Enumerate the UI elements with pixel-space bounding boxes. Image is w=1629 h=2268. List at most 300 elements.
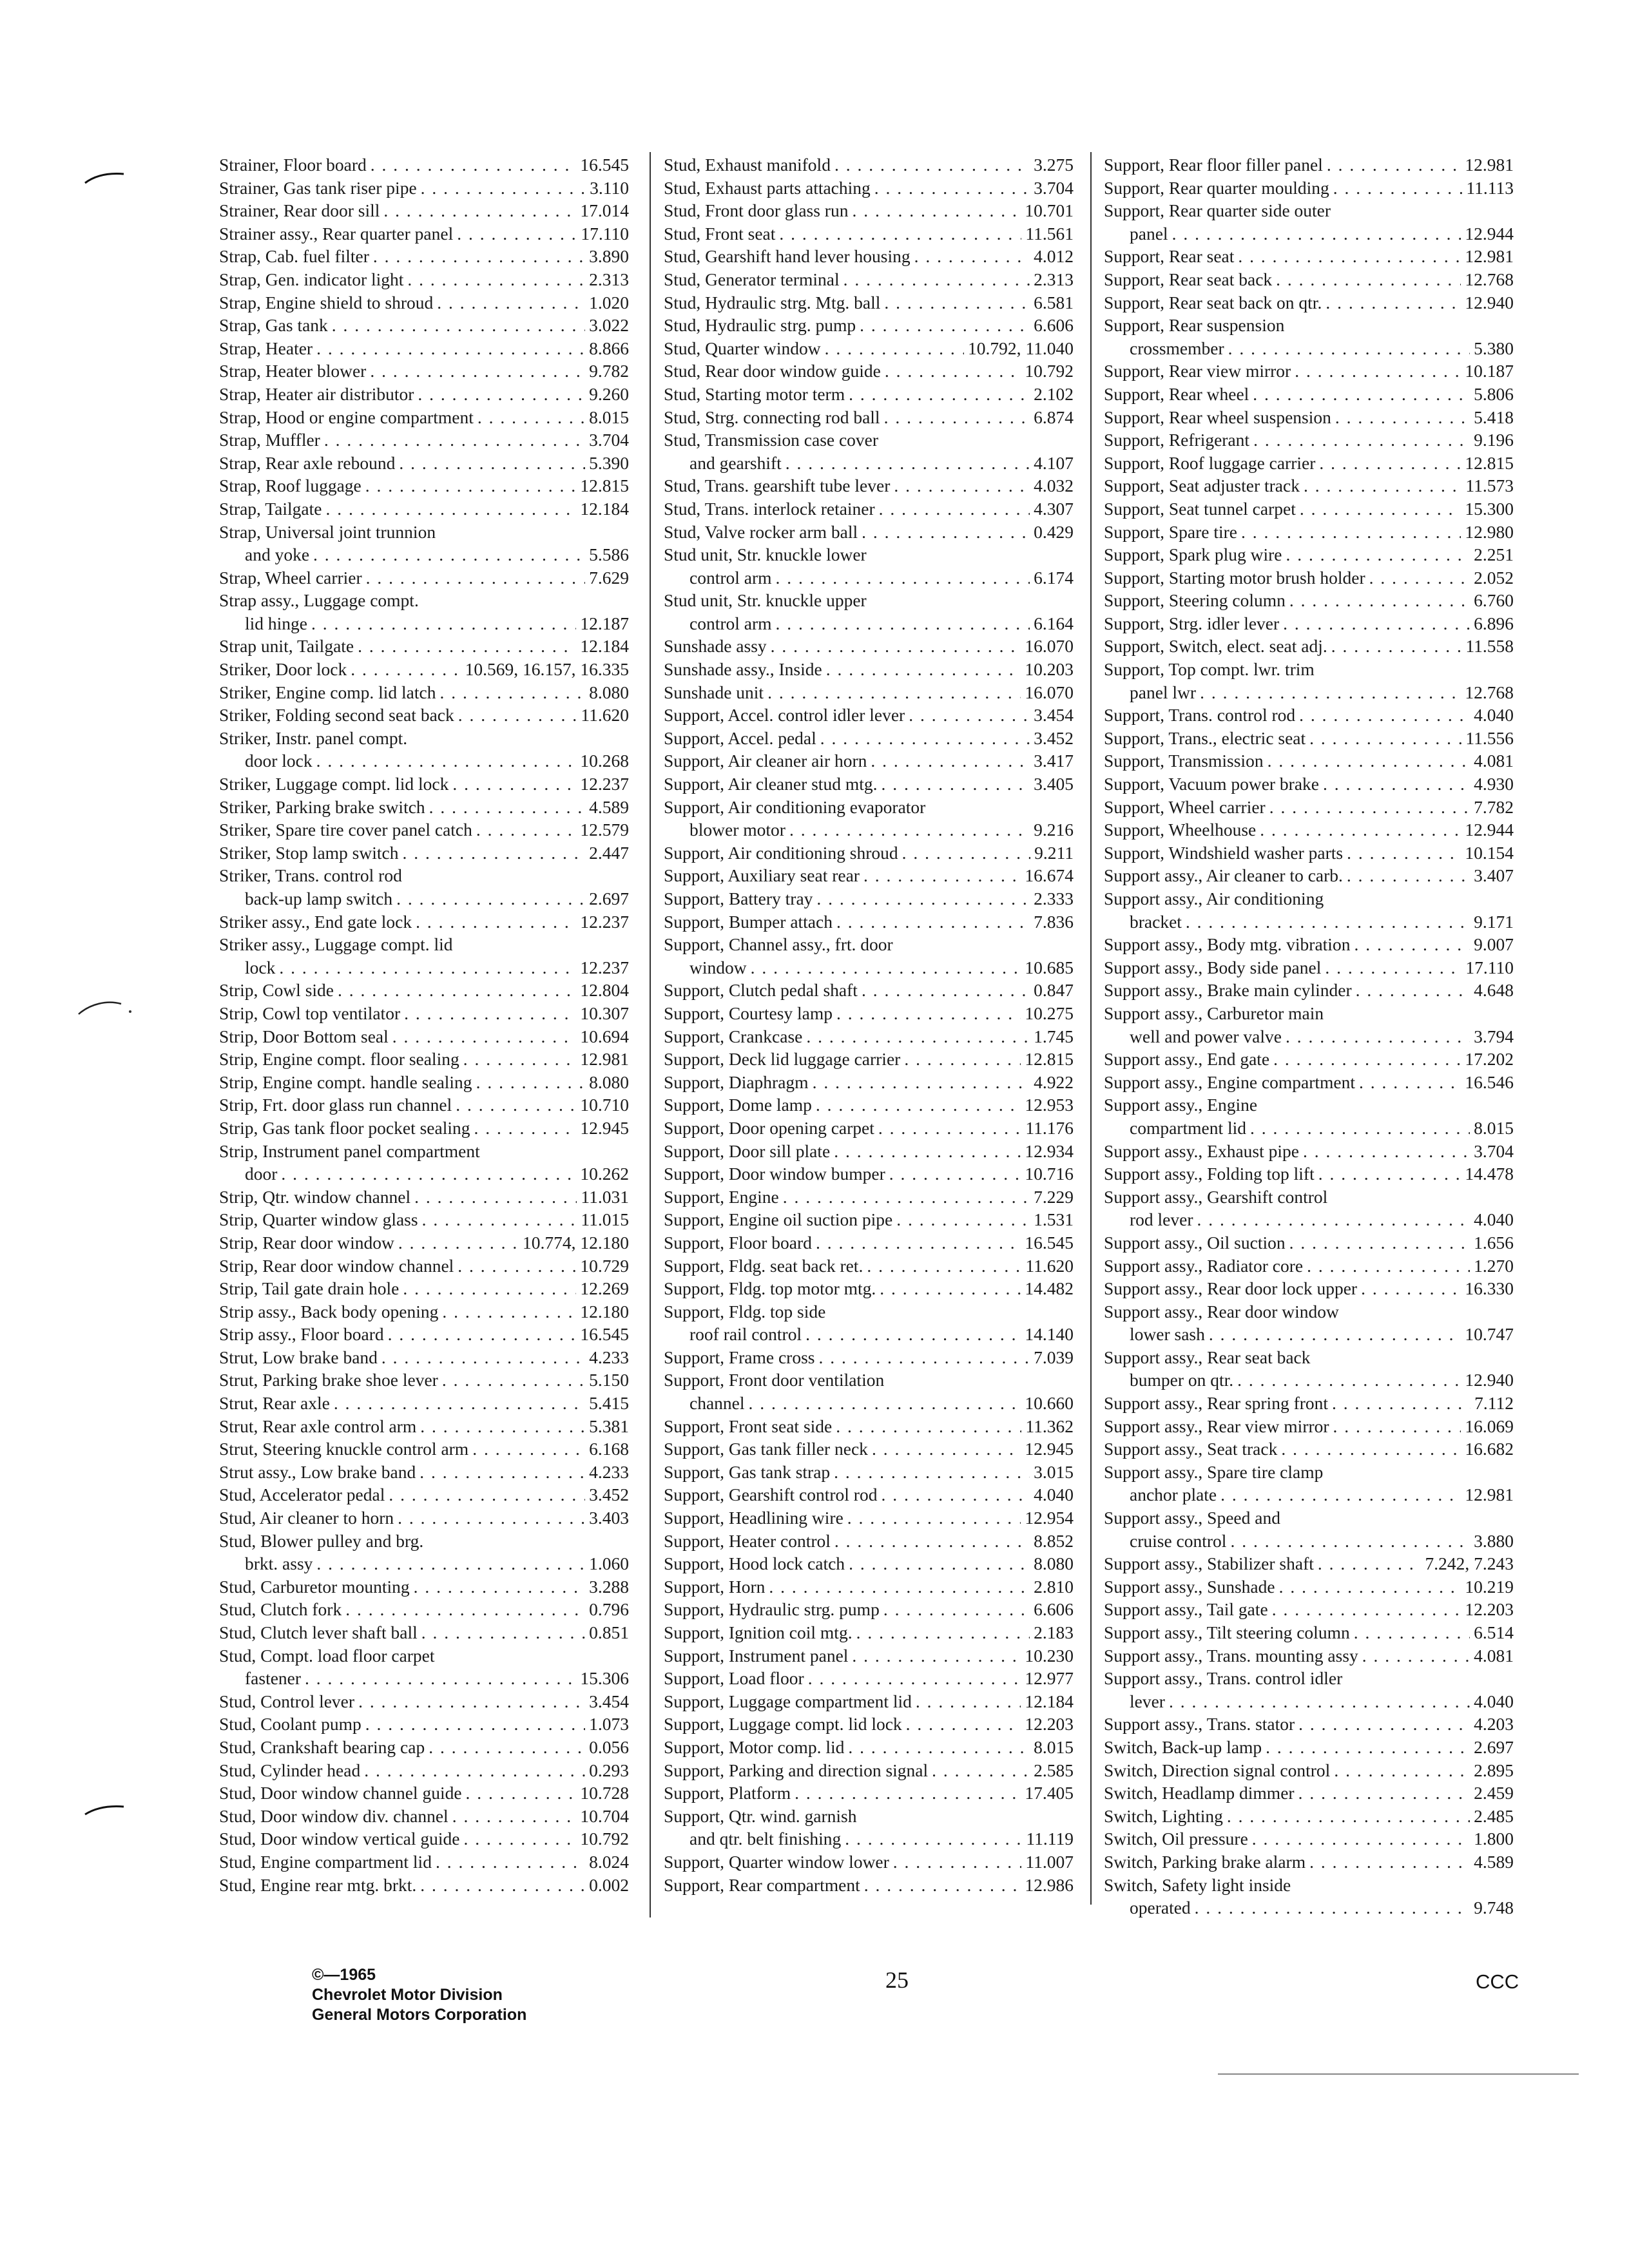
- entry-reference: 10.701: [1025, 200, 1074, 221]
- index-entry: [664, 1850, 1074, 1874]
- entry-reference: 16.545: [580, 1324, 629, 1345]
- index-entry: [219, 1690, 629, 1713]
- entry-name: Striker, Instr. panel compt.: [219, 727, 408, 748]
- entry-reference: 6.514: [1474, 1622, 1514, 1642]
- entry-name: panel: [1130, 223, 1168, 244]
- entry-reference: 9.782: [589, 361, 629, 381]
- entry-reference: 10.307: [580, 1003, 629, 1023]
- entry-name: lower sash: [1130, 1324, 1205, 1345]
- entry-reference: 3.704: [1474, 1140, 1514, 1161]
- index-entry: [1104, 383, 1514, 406]
- index-entry: [1104, 1415, 1514, 1438]
- dot-leader: [914, 245, 1030, 268]
- entry-reference: 8.015: [1474, 1117, 1514, 1138]
- index-entry: [1104, 1208, 1514, 1231]
- entry-reference: 1.270: [1474, 1255, 1514, 1276]
- index-entry: [219, 1575, 629, 1599]
- entry-reference: 17.014: [580, 200, 629, 221]
- entry-name: Support, Heater control: [664, 1530, 831, 1551]
- entry-reference: 3.417: [1034, 751, 1074, 771]
- dot-leader: [906, 1713, 1021, 1736]
- entry-name: control arm: [689, 613, 772, 633]
- dot-leader: [370, 360, 585, 383]
- index-entry: [664, 383, 1074, 406]
- entry-name: Support assy., Folding top lift: [1104, 1164, 1315, 1184]
- entry-name: channel: [689, 1393, 745, 1414]
- entry-name: Support, Battery tray: [664, 889, 813, 908]
- entry-name: Support, Frame cross: [664, 1347, 815, 1367]
- entry-reference: 1.745: [1034, 1026, 1074, 1046]
- dot-leader: [429, 1736, 585, 1759]
- index-entry: [664, 1254, 1074, 1278]
- dot-leader: [365, 474, 577, 497]
- dot-leader: [862, 521, 1030, 544]
- dot-leader: [316, 337, 585, 360]
- index-entry: [1104, 979, 1514, 1002]
- dot-leader: [867, 1254, 1021, 1278]
- entry-reference: 12.269: [580, 1278, 629, 1299]
- entry-reference: 5.586: [589, 544, 629, 565]
- copyright-block: [312, 1965, 526, 2025]
- dot-leader: [1354, 933, 1470, 956]
- index-entry: [1104, 956, 1514, 979]
- index-entry: [1104, 1048, 1514, 1071]
- dot-leader: [1209, 1323, 1461, 1346]
- dot-leader: [1269, 796, 1470, 819]
- index-entry: [664, 864, 1074, 887]
- dot-leader: [874, 177, 1030, 200]
- entry-name: Support, Auxiliary seat rear: [664, 865, 860, 886]
- entry-name: fastener: [245, 1668, 302, 1689]
- entry-name: Support assy., Speed and: [1104, 1508, 1280, 1528]
- dot-leader: [1197, 1208, 1470, 1231]
- entry-reference: 17.110: [581, 223, 629, 244]
- index-entry: [219, 199, 629, 222]
- entry-name: and gearshift: [689, 452, 782, 473]
- dot-leader: [805, 1323, 1021, 1346]
- index-entry: [219, 1140, 629, 1163]
- entry-name: Strip, Door Bottom seal: [219, 1026, 389, 1046]
- dot-leader: [1319, 452, 1461, 475]
- dot-leader: [1334, 1759, 1470, 1782]
- index-entry: [664, 1644, 1074, 1667]
- entry-name: Switch, Parking brake alarm: [1104, 1851, 1306, 1872]
- entry-reference: 15.306: [580, 1668, 629, 1689]
- entry-reference: 10.792: [1025, 361, 1074, 381]
- dot-leader: [751, 956, 1021, 979]
- index-entry: [1104, 1186, 1514, 1209]
- entry-reference: 12.187: [580, 613, 629, 633]
- entry-reference: 1.020: [589, 292, 629, 312]
- dot-leader: [1298, 1782, 1470, 1805]
- page-code: CCC: [1476, 1970, 1519, 1993]
- index-entry: [664, 268, 1074, 291]
- dot-leader: [1286, 543, 1470, 566]
- index-entry: [219, 1437, 629, 1461]
- index-entry: [219, 1759, 629, 1782]
- entry-reference: 2.447: [589, 842, 629, 863]
- entry-name: Sunshade assy., Inside: [664, 659, 822, 680]
- index-entry: [664, 887, 1074, 910]
- entry-reference: 12.944: [1465, 223, 1514, 244]
- entry-name: Support, Qtr. wind. garnish: [664, 1805, 857, 1826]
- entry-name: Support, Vacuum power brake: [1104, 774, 1320, 794]
- entry-reference: 2.052: [1474, 567, 1514, 588]
- index-entry: [1104, 177, 1514, 200]
- entry-reference: 12.954: [1025, 1508, 1074, 1528]
- entry-reference: 7.242, 7.243: [1425, 1553, 1514, 1574]
- entry-reference: 12.945: [1025, 1439, 1074, 1459]
- entry-name: blower motor: [689, 820, 786, 840]
- entry-name: Strap, Gas tank: [219, 315, 328, 336]
- entry-reference: 3.454: [1034, 705, 1074, 726]
- entry-name: Support, Windshield washer parts: [1104, 842, 1344, 863]
- entry-name: Support, Transmission: [1104, 751, 1264, 771]
- index-entry: [664, 428, 1074, 452]
- index-entry: [219, 1621, 629, 1644]
- entry-reference: 3.704: [589, 430, 629, 450]
- index-entry: [219, 1254, 629, 1278]
- dot-leader: [847, 1506, 1021, 1530]
- dot-leader: [852, 1644, 1021, 1667]
- entry-name: Support, Ignition coil mtg.: [664, 1622, 853, 1642]
- entry-name: Support, Rear seat back on qtr.: [1104, 292, 1322, 312]
- entry-name: Stud, Crankshaft bearing cap: [219, 1736, 425, 1757]
- entry-reference: 12.237: [580, 911, 629, 932]
- entry-reference: 10.716: [1025, 1164, 1074, 1184]
- index-entry: [219, 291, 629, 314]
- entry-reference: 2.333: [1034, 889, 1074, 908]
- index-entry: [219, 314, 629, 337]
- entry-reference: 3.880: [1474, 1530, 1514, 1551]
- index-entry: [1104, 1117, 1514, 1140]
- entry-reference: 4.589: [589, 796, 629, 817]
- entry-reference: 8.080: [589, 1072, 629, 1092]
- entry-reference: 14.478: [1465, 1164, 1514, 1184]
- dot-leader: [358, 635, 576, 658]
- entry-reference: 1.531: [1034, 1209, 1074, 1230]
- entry-reference: 12.579: [580, 820, 629, 840]
- index-entry: [664, 1827, 1074, 1850]
- dot-leader: [836, 1415, 1021, 1438]
- dot-leader: [1300, 497, 1461, 521]
- dot-leader: [404, 1002, 576, 1025]
- index-entry: [219, 956, 629, 979]
- index-entry: [1104, 1392, 1514, 1415]
- dot-leader: [881, 773, 1030, 796]
- entry-name: Strip, Engine compt. handle sealing: [219, 1072, 472, 1092]
- entry-name: Support, Headlining wire: [664, 1508, 843, 1528]
- index-entry: [664, 452, 1074, 475]
- entry-reference: 4.233: [589, 1347, 629, 1367]
- entry-reference: 6.606: [1034, 1599, 1074, 1620]
- entry-name: and yoke: [245, 544, 310, 565]
- index-entry: [219, 1392, 629, 1415]
- index-entry: [219, 841, 629, 865]
- dot-leader: [1272, 1598, 1461, 1621]
- dot-leader: [1230, 1530, 1470, 1553]
- dot-leader: [421, 1621, 585, 1644]
- dot-leader: [396, 887, 585, 910]
- dot-leader: [366, 566, 585, 590]
- index-entry: [664, 1575, 1074, 1599]
- index-entry: [664, 1621, 1074, 1644]
- entry-name: roof rail control: [689, 1324, 802, 1345]
- dot-leader: [389, 1483, 585, 1506]
- entry-name: Support assy., Air cleaner to carb.: [1104, 865, 1343, 886]
- entry-name: Stud, Cylinder head: [219, 1760, 361, 1780]
- entry-reference: 3.407: [1474, 865, 1514, 886]
- dot-leader: [421, 177, 586, 200]
- index-entry: [664, 337, 1074, 360]
- index-entry: [1104, 222, 1514, 245]
- entry-reference: 10.203: [1025, 659, 1074, 680]
- index-entry: [219, 1323, 629, 1346]
- dot-leader: [896, 1208, 1030, 1231]
- entry-name: Strip assy., Back body opening: [219, 1301, 439, 1321]
- dot-leader: [345, 1598, 585, 1621]
- dot-leader: [836, 910, 1030, 934]
- entry-reference: 3.454: [589, 1691, 629, 1711]
- entry-name: Striker, Folding second seat back: [219, 705, 454, 726]
- entry-name: Stud, Front seat: [664, 223, 776, 244]
- dot-leader: [420, 1874, 585, 1897]
- entry-name: Strap, Cab. fuel filter: [219, 246, 369, 267]
- index-entry: [664, 521, 1074, 544]
- entry-reference: 0.796: [589, 1599, 629, 1620]
- entry-name: control arm: [689, 567, 772, 588]
- entry-reference: 15.300: [1465, 498, 1514, 519]
- entry-name: Strainer, Floor board: [219, 155, 367, 175]
- entry-name: door: [245, 1164, 278, 1184]
- dot-leader: [863, 864, 1021, 887]
- entry-name: Stud unit, Str. knuckle upper: [664, 590, 867, 611]
- entry-name: Sunshade unit: [664, 682, 764, 702]
- entry-reference: 3.452: [589, 1485, 629, 1505]
- index-entry: [664, 314, 1074, 337]
- entry-name: Strainer, Rear door sill: [219, 200, 380, 221]
- index-entry: [1104, 1162, 1514, 1186]
- scan-mark: [76, 997, 134, 1023]
- dot-leader: [364, 1759, 585, 1782]
- index-entry: [219, 360, 629, 383]
- dot-leader: [1237, 1369, 1461, 1392]
- dot-leader: [1279, 1575, 1461, 1599]
- index-entry: [1104, 1483, 1514, 1506]
- entry-name: Stud, Engine compartment lid: [219, 1851, 432, 1872]
- entry-reference: 5.418: [1474, 407, 1514, 427]
- index-entry: [219, 1002, 629, 1025]
- index-entry: [664, 658, 1074, 681]
- entry-reference: 10.694: [580, 1026, 629, 1046]
- entry-name: Support assy., Engine: [1104, 1095, 1258, 1115]
- entry-reference: 10.685: [1025, 957, 1074, 977]
- dot-leader: [420, 1415, 585, 1438]
- entry-reference: 12.184: [580, 636, 629, 657]
- entry-name: Support assy., Spare tire clamp: [1104, 1461, 1324, 1482]
- dot-leader: [872, 1437, 1021, 1461]
- copyright-year: ©—1965: [312, 1966, 376, 1984]
- entry-reference: 16.070: [1025, 682, 1074, 702]
- entry-reference: 6.168: [589, 1439, 629, 1459]
- index-entry: [219, 1186, 629, 1209]
- dot-leader: [1241, 521, 1461, 544]
- index-entry: [219, 1644, 629, 1667]
- index-entry: [1104, 1093, 1514, 1117]
- entry-reference: 8.866: [589, 338, 629, 358]
- entry-reference: 4.032: [1034, 476, 1074, 496]
- dot-leader: [864, 1874, 1021, 1897]
- entry-name: Strip, Qtr. window channel: [219, 1186, 411, 1207]
- dot-leader: [407, 268, 585, 291]
- index-entry: [664, 1483, 1074, 1506]
- dot-leader: [1307, 1254, 1470, 1278]
- dot-leader: [806, 1025, 1030, 1048]
- entry-reference: 11.558: [1465, 636, 1514, 657]
- entry-name: Strip, Rear door window: [219, 1232, 394, 1253]
- index-entry: [664, 635, 1074, 658]
- entry-name: Support assy., Rear view mirror: [1104, 1416, 1329, 1436]
- index-entry: [1104, 818, 1514, 841]
- dot-leader: [1220, 1483, 1461, 1506]
- dot-leader: [1331, 635, 1462, 658]
- dot-leader: [1325, 291, 1461, 314]
- entry-name: Switch, Lighting: [1104, 1805, 1223, 1826]
- index-entry: [219, 566, 629, 590]
- dot-leader: [474, 1117, 577, 1140]
- entry-reference: 10.268: [580, 751, 629, 771]
- entry-name: Support assy., Trans. control idler: [1104, 1668, 1343, 1689]
- entry-reference: 10.219: [1465, 1576, 1514, 1597]
- entry-reference: 0.002: [589, 1874, 629, 1895]
- entry-name: Support, Rear seat back: [1104, 269, 1273, 289]
- dot-leader: [456, 1093, 576, 1117]
- entry-reference: 4.081: [1474, 1645, 1514, 1666]
- index-entry: [219, 1231, 629, 1254]
- entry-reference: 2.183: [1034, 1622, 1074, 1642]
- index-column-3: [1104, 153, 1514, 1919]
- entry-name: Support, Gearshift control rod: [664, 1485, 878, 1505]
- dot-leader: [472, 1437, 585, 1461]
- index-entry: [1104, 291, 1514, 314]
- dot-leader: [1268, 749, 1470, 773]
- entry-name: Support assy., Air conditioning: [1104, 889, 1324, 908]
- entry-name: Strip, Rear door window channel: [219, 1255, 454, 1276]
- index-entry: [1104, 1552, 1514, 1575]
- entry-reference: 10.704: [580, 1805, 629, 1826]
- entry-reference: 3.794: [1474, 1026, 1514, 1046]
- entry-name: Stud, Door window vertical guide: [219, 1829, 460, 1849]
- entry-reference: 12.804: [580, 980, 629, 1001]
- entry-name: Support assy., Carburetor main: [1104, 1003, 1324, 1023]
- entry-reference: 11.176: [1025, 1117, 1074, 1138]
- entry-name: Support assy., Radiator core: [1104, 1255, 1304, 1276]
- entry-name: Support, Air conditioning evaporator: [664, 796, 926, 817]
- dot-leader: [1303, 1140, 1470, 1163]
- entry-name: Support assy., Tail gate: [1104, 1599, 1268, 1620]
- index-entry: [664, 406, 1074, 429]
- index-entry: [664, 199, 1074, 222]
- index-entry: [664, 1415, 1074, 1438]
- entry-reference: 10.774, 12.180: [523, 1232, 629, 1253]
- index-entry: [664, 589, 1074, 612]
- dot-leader: [381, 1346, 585, 1369]
- dot-leader: [909, 704, 1030, 727]
- entry-name: Support, Wheelhouse: [1104, 820, 1257, 840]
- dot-leader: [749, 1392, 1021, 1415]
- entry-name: Strut, Rear axle: [219, 1393, 330, 1414]
- index-entry: [664, 704, 1074, 727]
- index-entry: [219, 452, 629, 475]
- entry-name: Support, Rear quarter moulding: [1104, 177, 1329, 198]
- dot-leader: [418, 383, 585, 406]
- dot-leader: [1228, 337, 1470, 360]
- entry-reference: 12.945: [580, 1117, 629, 1138]
- dot-leader: [311, 612, 576, 635]
- dot-leader: [452, 773, 576, 796]
- entry-reference: 10.187: [1465, 361, 1514, 381]
- entry-name: bracket: [1130, 911, 1182, 932]
- entry-name: Support, Deck lid luggage carrier: [664, 1049, 901, 1070]
- entry-name: Support, Gas tank strap: [664, 1461, 831, 1482]
- entry-reference: 12.934: [1025, 1140, 1074, 1161]
- entry-name: Striker, Spare tire cover panel catch: [219, 820, 472, 840]
- entry-name: Support assy., Gearshift control: [1104, 1186, 1328, 1207]
- index-entry: [219, 933, 629, 956]
- entry-name: Support assy., Exhaust pipe: [1104, 1140, 1299, 1161]
- index-entry: [219, 1415, 629, 1438]
- index-entry: [1104, 153, 1514, 177]
- index-entry: [1104, 864, 1514, 887]
- entry-name: Support assy., Body side panel: [1104, 957, 1322, 977]
- index-entry: [219, 268, 629, 291]
- entry-reference: 12.184: [580, 498, 629, 519]
- entry-reference: 1.060: [589, 1553, 629, 1574]
- index-entry: [664, 1598, 1074, 1621]
- entry-name: lid hinge: [245, 613, 308, 633]
- index-entry: [664, 543, 1074, 566]
- entry-name: Support, Parking and direction signal: [664, 1760, 929, 1780]
- entry-name: compartment lid: [1130, 1117, 1246, 1138]
- index-entry: [219, 979, 629, 1002]
- entry-reference: 10.275: [1025, 1003, 1074, 1023]
- index-entry: [1104, 1759, 1514, 1782]
- entry-name: Support, Air cleaner air horn: [664, 751, 867, 771]
- entry-reference: 2.102: [1034, 383, 1074, 404]
- entry-reference: 4.040: [1474, 1691, 1514, 1711]
- index-entry: [219, 1530, 629, 1553]
- entry-reference: 0.847: [1034, 980, 1074, 1001]
- entry-reference: 12.977: [1025, 1668, 1074, 1689]
- entry-reference: 12.237: [580, 957, 629, 977]
- index-entry: [1104, 1850, 1514, 1874]
- dot-leader: [476, 818, 576, 841]
- index-entry: [664, 566, 1074, 590]
- entry-reference: 2.251: [1474, 544, 1514, 565]
- entry-reference: 2.459: [1474, 1783, 1514, 1803]
- index-entry: [1104, 589, 1514, 612]
- entry-reference: 1.073: [589, 1714, 629, 1735]
- index-entry: [664, 1506, 1074, 1530]
- dot-leader: [767, 681, 1021, 704]
- index-entry: [664, 796, 1074, 819]
- index-entry: [1104, 1025, 1514, 1048]
- index-entry: [664, 1231, 1074, 1254]
- entry-name: Strut, Low brake band: [219, 1347, 378, 1367]
- entry-name: Support, Dome lamp: [664, 1095, 812, 1115]
- entry-name: Strip, Tail gate drain hole: [219, 1278, 400, 1299]
- dot-leader: [1250, 1117, 1470, 1140]
